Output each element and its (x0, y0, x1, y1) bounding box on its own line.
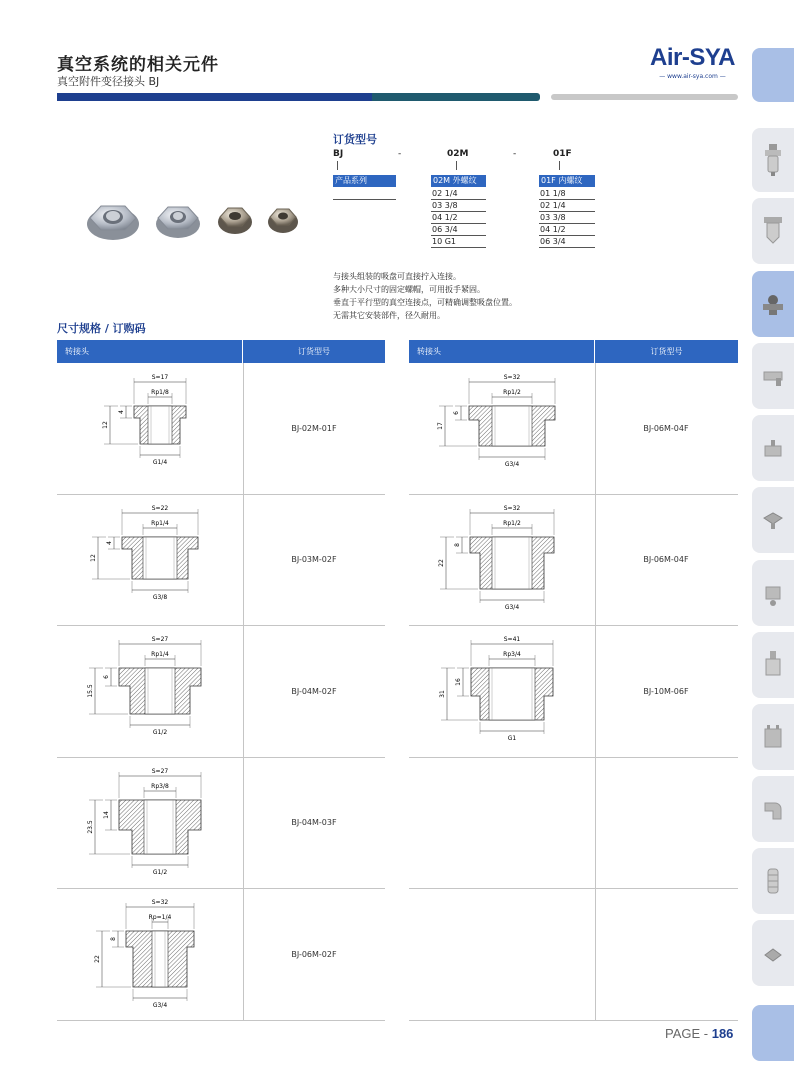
rp-dimension-label: Rp3/4 (503, 651, 521, 658)
dimension-drawing (85, 891, 235, 1016)
logo-text: Air-SYA (650, 44, 735, 71)
header-bar-teal (372, 93, 540, 101)
code-dash-2: - (513, 149, 517, 159)
vacuum-fitting-icon (761, 286, 785, 322)
filter-bowl-icon (761, 213, 785, 249)
rp-dimension-label: Rp=1/4 (148, 914, 172, 921)
rp-dimension-label: Rp1/4 (151, 520, 169, 527)
list-item: 10 G1 (431, 236, 486, 248)
g-dimension-label: G1/2 (152, 869, 168, 876)
list-item: 01 1/8 (539, 188, 595, 200)
h2-dimension-label: 22 (438, 559, 445, 567)
code-male: 02M (447, 149, 469, 159)
row-divider (57, 625, 385, 626)
suction-pad-icon (761, 502, 785, 538)
tab-silencer[interactable] (752, 848, 794, 914)
bore (143, 537, 177, 579)
bore (492, 537, 532, 589)
tab-suction-pad[interactable] (752, 487, 794, 553)
h2-dimension-label: 12 (90, 554, 97, 562)
g-dimension-label: G3/4 (504, 461, 520, 468)
vacuum-pump-icon (761, 430, 785, 466)
rp-dimension-label: Rp1/2 (503, 389, 521, 396)
vacuum-generator-icon (761, 358, 785, 394)
section-title: 尺寸规格 / 订购码 (57, 322, 146, 335)
brand-logo (645, 45, 740, 80)
h1-dimension-label: 4 (106, 541, 113, 545)
h1-dimension-label: 8 (110, 937, 117, 941)
s-dimension-label: S=27 (151, 636, 169, 643)
fitting-large (87, 206, 139, 240)
s-dimension-label: S=32 (151, 899, 169, 906)
tab-vacuum-generator[interactable] (752, 343, 794, 409)
g-dimension-label: G1 (507, 735, 517, 742)
page-subtitle: 真空附件变径接头 BJ (57, 75, 160, 88)
s-dimension-label: S=22 (151, 505, 169, 512)
row-divider (57, 494, 385, 495)
page-title: 真空系统的相关元件 (57, 55, 219, 75)
tab-bottom-blank[interactable] (752, 1005, 794, 1061)
list-item: 04 1/2 (431, 212, 486, 224)
note-line: 多种大小尺寸的固定螺帽，可用扳手紧固。 (333, 285, 485, 294)
list-item: 02 1/4 (539, 200, 595, 212)
bore (152, 931, 168, 987)
bore (489, 668, 535, 720)
series-line (333, 188, 396, 200)
dimension-drawing (85, 497, 235, 622)
code-series: BJ (333, 149, 344, 159)
code-female: 01F (553, 149, 572, 159)
h1-dimension-label: 4 (118, 410, 125, 414)
g-dimension-label: G1/4 (152, 459, 168, 466)
note-line: 垂直于平行型的真空连接点，可精确调整吸盘位置。 (333, 298, 517, 307)
code-dash-1: - (398, 149, 402, 159)
rp-dimension-label: Rp3/8 (151, 783, 169, 790)
note-line: 无需其它安装部件，径久耐用。 (333, 311, 445, 320)
tab-vacuum-fittings[interactable] (752, 271, 794, 337)
h1-dimension-label: 6 (453, 411, 460, 415)
valve-icon (761, 575, 785, 611)
silencer-icon (761, 863, 785, 899)
left-col-order-header: 订货型号 (243, 340, 385, 363)
series-header: 产品系列 (333, 175, 396, 187)
code-tick (559, 161, 560, 170)
list-item: 06 3/4 (431, 224, 486, 236)
right-col-order-header: 订货型号 (595, 340, 738, 363)
order-code: BJ-06M-04F (643, 555, 689, 564)
bore (492, 406, 532, 446)
page-label: PAGE - (665, 1026, 712, 1041)
h2-dimension-label: 17 (437, 422, 444, 430)
dimension-drawing (437, 628, 587, 753)
row-divider (409, 757, 738, 758)
h2-dimension-label: 22 (94, 955, 101, 963)
row-divider (57, 1020, 385, 1021)
page-number-value: 186 (711, 1026, 734, 1041)
filter-unit-icon (761, 142, 785, 178)
order-code: BJ-06M-02F (291, 950, 337, 959)
tab-filter[interactable] (752, 128, 794, 192)
male-thread-header: 02M 外螺纹 (431, 175, 486, 187)
g-dimension-label: G3/8 (152, 594, 168, 601)
bore (148, 406, 172, 444)
rp-dimension-label: Rp1/4 (151, 651, 169, 658)
tab-elbow[interactable] (752, 776, 794, 842)
header-bar-blue (57, 93, 372, 101)
dimension-drawing (437, 366, 587, 491)
dimension-drawing (85, 760, 235, 885)
h1-dimension-label: 14 (103, 811, 110, 819)
rp-dimension-label: Rp1/2 (503, 520, 521, 527)
tab-top-blank[interactable] (752, 48, 794, 102)
g-dimension-label: G1/2 (152, 729, 168, 736)
elbow-fitting-icon (761, 791, 785, 827)
h1-dimension-label: 6 (103, 675, 110, 679)
h1-dimension-label: 16 (455, 678, 462, 686)
row-divider (57, 757, 385, 758)
list-item: 04 1/2 (539, 224, 595, 236)
list-item: 03 3/8 (539, 212, 595, 224)
tab-manifold[interactable] (752, 704, 794, 770)
female-thread-header: 01F 内螺纹 (539, 175, 595, 187)
h2-dimension-label: 23.5 (87, 820, 94, 834)
left-col-adapter-header: 转接头 (57, 340, 242, 363)
dimension-drawing (85, 628, 235, 753)
s-dimension-label: S=41 (503, 636, 521, 643)
row-divider (57, 888, 385, 889)
g-dimension-label: G3/4 (504, 604, 520, 611)
list-item: 02 1/4 (431, 188, 486, 200)
manifold-icon (761, 719, 785, 755)
row-divider (409, 494, 738, 495)
fitting-small-brass (218, 208, 252, 234)
ordering-title: 订货型号 (333, 133, 377, 146)
h2-dimension-label: 31 (439, 690, 446, 698)
list-item: 06 3/4 (539, 236, 595, 248)
page-number (665, 1026, 733, 1041)
right-col-adapter-header: 转接头 (409, 340, 594, 363)
code-tick (456, 161, 457, 170)
tab-gripper[interactable] (752, 920, 794, 986)
bore (145, 668, 175, 714)
dimension-drawing (437, 497, 587, 622)
order-code: BJ-03M-02F (291, 555, 337, 564)
s-dimension-label: S=32 (503, 505, 521, 512)
order-code: BJ-04M-03F (291, 818, 337, 827)
fitting-medium (156, 207, 200, 238)
fitting-smallest-brass (268, 209, 298, 233)
tab-valve[interactable] (752, 560, 794, 626)
product-photo (85, 190, 315, 250)
row-divider (409, 625, 738, 626)
gauge-icon (761, 647, 785, 683)
order-code: BJ-04M-02F (291, 687, 337, 696)
order-code: BJ-02M-01F (291, 424, 337, 433)
s-dimension-label: S=32 (503, 374, 521, 381)
order-code: BJ-10M-06F (643, 687, 689, 696)
s-dimension-label: S=27 (151, 768, 169, 775)
feature-notes (333, 270, 517, 322)
list-item: 03 3/8 (431, 200, 486, 212)
dimension-drawing (85, 366, 235, 491)
gripper-icon (761, 935, 785, 971)
logo-url-text: www.air-sya.com (667, 73, 718, 80)
s-dimension-label: S=17 (151, 374, 169, 381)
row-divider (409, 1020, 738, 1021)
note-line: 与接头组装的吸盘可直接拧入连接。 (333, 272, 461, 281)
rp-dimension-label: Rp1/8 (151, 389, 169, 396)
h2-dimension-label: 12 (102, 421, 109, 429)
g-dimension-label: G3/4 (152, 1002, 168, 1009)
logo-url: — www.air-sya.com — (659, 73, 726, 80)
tab-filter-bowl[interactable] (752, 198, 794, 264)
order-code: BJ-06M-04F (643, 424, 689, 433)
bore (144, 800, 176, 854)
code-tick (337, 161, 338, 170)
header-bar-grey (551, 94, 738, 100)
row-divider (409, 888, 738, 889)
tab-gauge[interactable] (752, 632, 794, 698)
tab-vacuum-pump[interactable] (752, 415, 794, 481)
h2-dimension-label: 15.5 (87, 684, 94, 698)
h1-dimension-label: 8 (454, 543, 461, 547)
